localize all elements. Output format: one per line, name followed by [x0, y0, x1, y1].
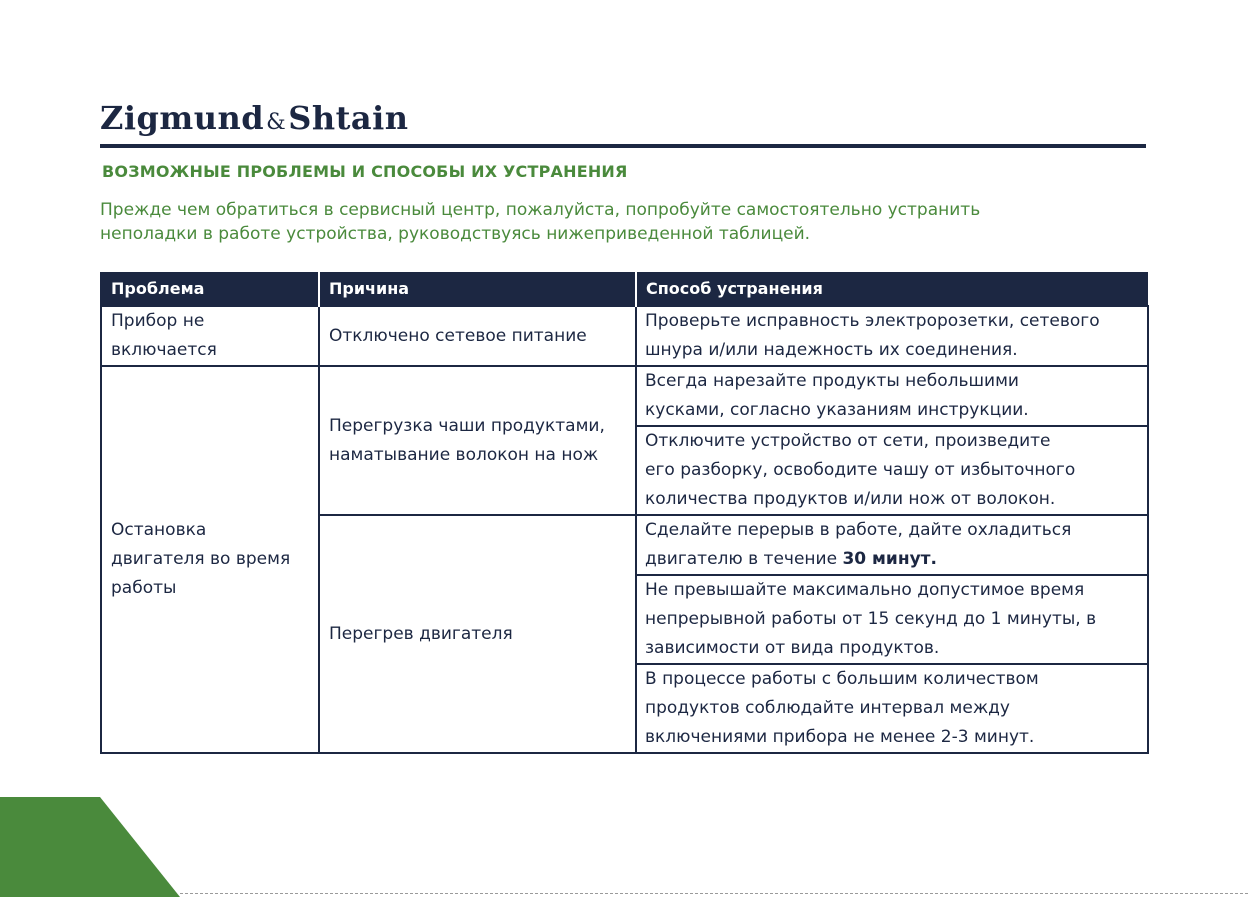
header-cause: Причина — [319, 272, 636, 306]
problem-cell: Остановка двигателя во время работы — [101, 366, 319, 753]
emphasis-duration: 30 минут. — [842, 549, 937, 569]
brand-logo — [100, 98, 409, 143]
solution-cell: Всегда нарезайте продукты небольшими кусками, согласно указаниям инструкции. — [636, 366, 1148, 426]
intro-text — [100, 198, 1146, 246]
cause-cell: Перегрев двигателя — [319, 515, 636, 753]
intro-line-1: Прежде чем обратиться в сервисный центр, пожалуйста, попробуйте самостоятельно устранить — [100, 200, 981, 220]
table-row — [101, 366, 1148, 426]
header-rule — [100, 144, 1146, 148]
solution-cell: Проверьте исправность электророзетки, сетевого шнура и/или надежность их соединения. — [636, 306, 1148, 366]
footer-dashed-line — [180, 893, 1248, 894]
problem-cell: Прибор не включается — [101, 306, 319, 366]
corner-decoration — [0, 797, 180, 897]
corner-triangle — [0, 797, 180, 897]
brand-ampersand: & — [266, 110, 287, 135]
cause-cell: Отключено сетевое питание — [319, 306, 636, 366]
table-header-row — [101, 272, 1148, 306]
brand-name-part2: Shtain — [288, 99, 409, 137]
cause-cell: Перегрузка чаши продуктами, наматывание волокон на нож — [319, 366, 636, 515]
section-title: ВОЗМОЖНЫЕ ПРОБЛЕМЫ И СПОСОБЫ ИХ УСТРАНЕНИЯ — [102, 162, 628, 181]
solution-cell: В процессе работы с большим количеством продуктов соблюдайте интервал между включениями прибора не менее 2-3 минут. — [636, 664, 1148, 753]
solution-cell: Сделайте перерыв в работе, дайте охладиться двигателю в течение 30 минут. — [636, 515, 1148, 575]
troubleshooting-table — [100, 272, 1149, 754]
intro-line-2: неполадки в работе устройства, руководствуясь нижеприведенной таблицей. — [100, 224, 811, 244]
solution-cell: Отключите устройство от сети, произведите его разборку, освободите чашу от избыточного количества продуктов и/или нож от волокон. — [636, 426, 1148, 515]
solution-cell: Не превышайте максимально допустимое время непрерывной работы от 15 секунд до 1 минуты, в зависимости от вида продуктов. — [636, 575, 1148, 664]
header-problem: Проблема — [101, 272, 319, 306]
table-row — [101, 306, 1148, 366]
brand-name-part1: Zigmund — [100, 99, 265, 137]
header-solution: Способ устранения — [636, 272, 1148, 306]
